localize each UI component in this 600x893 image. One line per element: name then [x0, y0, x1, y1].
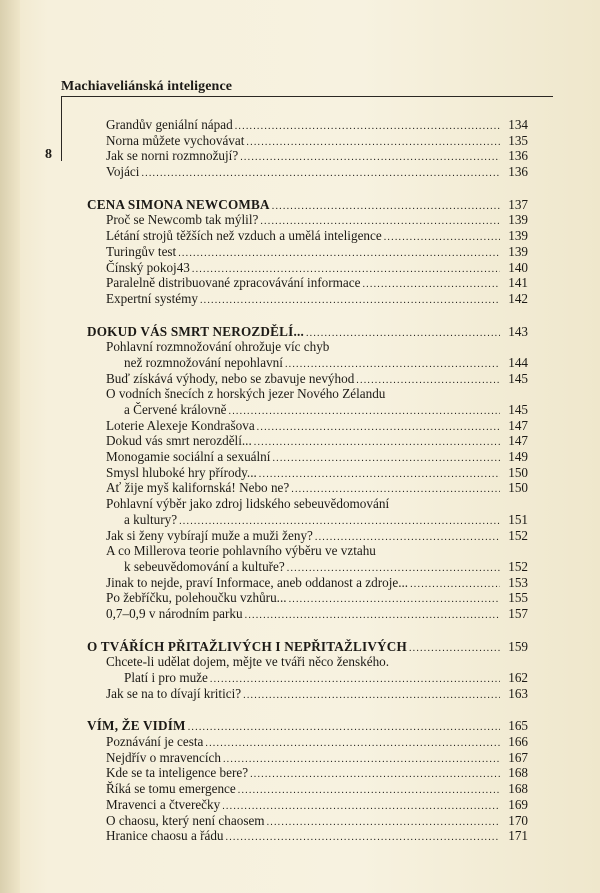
dot-leader: [259, 465, 500, 477]
toc-entry: [87, 275, 528, 291]
chapter-title: VÍM, ŽE VIDÍM: [87, 718, 186, 734]
dot-leader: [223, 750, 500, 762]
entry-title: Jak se norni rozmnožují?: [106, 148, 239, 164]
entry-page-number: 166: [508, 734, 528, 750]
entry-title: Grandův geniální nápad: [106, 117, 233, 132]
dot-leader: [141, 164, 500, 176]
entry-page-number: 150: [508, 480, 528, 496]
toc-entry: [87, 117, 528, 133]
entry-page-number: 170: [508, 812, 528, 828]
toc-entry: [87, 402, 528, 418]
entry-title: Říká se tomu emergence: [106, 781, 236, 797]
toc-entry: [87, 433, 528, 449]
entry-title: Čínský pokoj43: [106, 259, 190, 275]
dot-leader: [409, 639, 500, 651]
toc-chapter: [87, 718, 528, 734]
table-of-contents: [87, 117, 528, 844]
header-rule: [61, 96, 553, 97]
dot-leader: [235, 117, 500, 129]
toc-entry: [87, 371, 528, 387]
entry-title: Hranice chaosu a řádu: [106, 828, 224, 844]
entry-title: Vojáci: [106, 164, 140, 180]
dot-leader: [272, 197, 500, 209]
entry-page-number: 139: [508, 212, 528, 228]
entry-title: Expertní systémy: [106, 290, 198, 306]
entry-page-number: 145: [508, 402, 528, 417]
dot-leader: [289, 590, 500, 602]
toc-entry-line: Pohlavní rozmnožování ohrožuje víc chyb: [106, 339, 330, 355]
toc-entry: [87, 606, 528, 622]
toc-entry: [87, 765, 528, 781]
dot-leader: [188, 718, 500, 730]
entry-title: Smysl hluboké hry přírody...: [106, 464, 257, 480]
entry-title: Po žebříčku, polehoučku vzhůru...: [106, 590, 287, 606]
margin-rule: [61, 97, 62, 161]
dot-leader: [285, 355, 500, 367]
entry-page-number: 155: [508, 590, 528, 606]
entry-page-number: 157: [508, 605, 528, 621]
dot-leader: [410, 575, 500, 587]
toc-entry: [87, 828, 528, 844]
toc-entry: [87, 260, 528, 276]
entry-page-number: 144: [508, 354, 528, 370]
entry-page-number: 168: [508, 765, 528, 781]
entry-title: Turingův test: [106, 243, 177, 259]
entry-title: Nejdřív o mravencích: [106, 749, 221, 765]
entry-page-number: 151: [508, 511, 528, 527]
entry-title: Kde se ta inteligence bere?: [106, 765, 249, 781]
entry-page-number: 162: [508, 670, 528, 685]
page-number: 8: [45, 147, 52, 162]
entry-title: 0,7–0,9 v národním parku: [106, 605, 243, 621]
dot-leader: [272, 449, 500, 461]
entry-title: Proč se Newcomb tak mýlil?: [106, 212, 259, 228]
entry-page-number: 150: [508, 464, 528, 480]
entry-title: Jak si ženy vybírají muže a muži ženy?: [106, 527, 313, 543]
dot-leader: [210, 670, 500, 682]
toc-entry-line: Chcete-li udělat dojem, mějte ve tváři něco ženského.: [106, 654, 390, 670]
dot-leader: [222, 797, 500, 809]
entry-page-number: 143: [508, 323, 528, 339]
dot-leader: [245, 606, 500, 618]
chapter-title: DOKUD VÁS SMRT NEROZDĚLÍ...: [87, 323, 304, 339]
entry-page-number: 141: [508, 275, 528, 291]
toc-entry: [87, 797, 528, 813]
toc-entry: [87, 734, 528, 750]
entry-page-number: 167: [508, 749, 528, 765]
entry-title: a Červené královně: [124, 402, 227, 417]
entry-page-number: 168: [508, 781, 528, 797]
toc-entry: [87, 164, 528, 180]
entry-title: Paralelně distribuované zpracovávání informace: [106, 275, 361, 291]
entry-page-number: 142: [508, 290, 528, 306]
running-head: Machiaveliánská inteligence: [61, 79, 233, 94]
dot-leader: [179, 512, 500, 524]
toc-entry: [87, 449, 528, 465]
dot-leader: [267, 813, 500, 825]
entry-title: Mravenci a čtverečky: [106, 796, 221, 812]
toc-chapter: [87, 639, 528, 655]
entry-page-number: 153: [508, 574, 528, 590]
chapter-title: CENA SIMONA NEWCOMBA: [87, 196, 270, 212]
toc-entry-line: A co Millerova teorie pohlavního výběru ve vztahu: [106, 543, 376, 559]
dot-leader: [243, 686, 500, 698]
toc-entry: [87, 133, 528, 149]
toc-entry-line: Pohlavní výběr jako zdroj lidského sebeuvědomování: [106, 496, 390, 512]
toc-entry-line: O vodních šnecích z horských jezer Nového Zélandu: [106, 386, 386, 402]
entry-title: k sebeuvědomování a kultuře?: [124, 558, 285, 574]
dot-leader: [240, 148, 500, 160]
entry-page-number: 136: [508, 164, 528, 180]
section-gap: [87, 701, 528, 718]
toc-entry: [87, 559, 528, 575]
entry-page-number: 149: [508, 449, 528, 465]
dot-leader: [306, 324, 500, 336]
dot-leader: [250, 765, 500, 777]
toc-entry: [87, 418, 528, 434]
entry-page-number: 137: [508, 196, 528, 212]
toc-entry: [87, 575, 528, 591]
entry-page-number: 169: [508, 796, 528, 812]
toc-chapter: [87, 197, 528, 213]
toc-chapter: [87, 324, 528, 340]
dot-leader: [238, 781, 500, 793]
toc-entry: [87, 813, 528, 829]
dot-leader: [226, 828, 500, 840]
chapter-title: O TVÁŘÍCH PŘITAŽLIVÝCH I NEPŘITAŽLIVÝCH: [87, 638, 407, 654]
dot-leader: [315, 528, 500, 540]
toc-entry: [87, 590, 528, 606]
entry-title: Jak se na to dívají kritici?: [106, 685, 242, 701]
entry-title: Dokud vás smrt nerozdělí...: [106, 433, 252, 449]
dot-leader: [178, 244, 500, 256]
entry-page-number: 134: [508, 117, 528, 132]
dot-leader: [287, 559, 500, 571]
toc-entry: [87, 750, 528, 766]
dot-leader: [291, 480, 500, 492]
entry-page-number: 163: [508, 685, 528, 701]
entry-page-number: 171: [508, 828, 528, 844]
toc-entry: [87, 512, 528, 528]
toc-entry: [87, 355, 528, 371]
section-gap: [87, 622, 528, 639]
toc-entry: [87, 686, 528, 702]
entry-page-number: 135: [508, 132, 528, 148]
entry-title: Loterie Alexeje Kondrašova: [106, 417, 255, 433]
entry-page-number: 152: [508, 527, 528, 543]
dot-leader: [192, 260, 500, 272]
entry-title: Létání strojů těžších než vzduch a umělá inteligence: [106, 228, 382, 244]
dot-leader: [356, 371, 500, 383]
entry-page-number: 140: [508, 259, 528, 275]
entry-page-number: 147: [508, 417, 528, 433]
entry-page-number: 152: [508, 558, 528, 574]
entry-title: Platí i pro muže: [124, 670, 208, 685]
dot-leader: [257, 418, 500, 430]
toc-entry: [87, 291, 528, 307]
toc-entry: [87, 465, 528, 481]
entry-page-number: 139: [508, 243, 528, 259]
entry-page-number: 165: [508, 718, 528, 734]
dot-leader: [200, 291, 500, 303]
section-gap: [87, 180, 528, 197]
entry-title: Ať žije myš kalifornská! Nebo ne?: [106, 480, 290, 496]
entry-title: O chaosu, který není chaosem: [106, 812, 265, 828]
dot-leader: [254, 433, 500, 445]
toc-entry: [87, 212, 528, 228]
entry-title: a kultury?: [124, 511, 178, 527]
toc-entry: [87, 480, 528, 496]
entry-title: Norna můžete vychovávat: [106, 132, 245, 148]
entry-page-number: 139: [508, 228, 528, 244]
entry-page-number: 136: [508, 148, 528, 164]
entry-title: než rozmnožování nepohlavní: [124, 354, 283, 370]
entry-title: Jinak to nejde, praví Informace, aneb oddanost a zdroje...: [106, 574, 409, 590]
dot-leader: [260, 212, 500, 224]
toc-entry: [87, 244, 528, 260]
entry-page-number: 145: [508, 370, 528, 386]
entry-title: Buď získává výhody, nebo se zbavuje nevýhod: [106, 370, 355, 386]
toc-entry: [87, 781, 528, 797]
dot-leader: [205, 734, 500, 746]
entry-page-number: 159: [508, 638, 528, 654]
entry-title: Monogamie sociální a sexuální: [106, 449, 271, 465]
toc-entry: [87, 528, 528, 544]
toc-entry: [87, 228, 528, 244]
toc-entry: [87, 670, 528, 686]
dot-leader: [246, 133, 500, 145]
section-gap: [87, 307, 528, 324]
dot-leader: [362, 275, 500, 287]
entry-page-number: 147: [508, 433, 528, 449]
entry-title: Poznávání je cesta: [106, 734, 204, 750]
toc-entry: [87, 148, 528, 164]
dot-leader: [384, 228, 500, 240]
dot-leader: [229, 402, 500, 414]
page-edge: [0, 0, 20, 893]
